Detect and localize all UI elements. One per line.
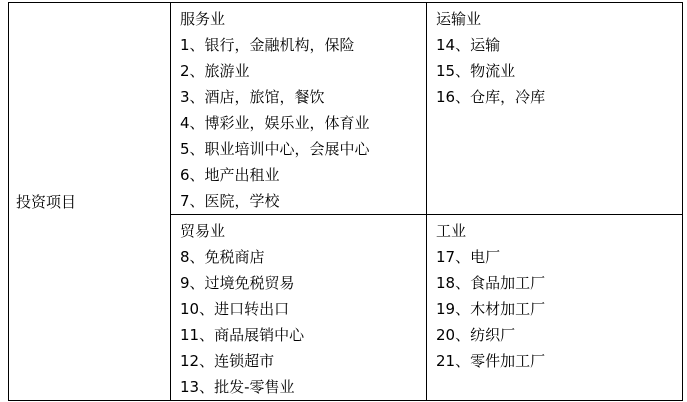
cell-industry — [427, 215, 683, 401]
list-item: 11、商品展销中心 — [180, 326, 305, 344]
list-item: 7、医院，学校 — [180, 192, 280, 210]
list-item: 18、食品加工厂 — [436, 274, 546, 292]
list-item: 3、酒店，旅馆，餐饮 — [180, 88, 325, 106]
row-label: 投资项目 — [16, 193, 77, 211]
cell-heading: 服务业 — [180, 10, 226, 28]
cell-services — [171, 3, 427, 215]
list-item: 1、银行，金融机构，保险 — [180, 36, 355, 54]
row-label-cell — [9, 3, 171, 401]
list-item: 8、免税商店 — [180, 248, 265, 266]
list-item: 17、电厂 — [436, 248, 501, 266]
list-item: 4、博彩业，娱乐业，体育业 — [180, 114, 370, 132]
list-item: 13、批发-零售业 — [180, 378, 295, 396]
list-item: 9、过境免税贸易 — [180, 274, 295, 292]
list-item: 2、旅游业 — [180, 62, 250, 80]
list-item: 12、连锁超市 — [180, 352, 275, 370]
cell-trade — [171, 215, 427, 401]
list-item: 10、进口转出口 — [180, 300, 290, 318]
list-item: 21、零件加工厂 — [436, 352, 546, 370]
cell-transport — [427, 3, 683, 215]
list-item: 14、运输 — [436, 36, 501, 54]
list-item: 16、仓库，冷库 — [436, 88, 546, 106]
cell-heading: 工业 — [436, 222, 467, 240]
investment-table — [8, 2, 683, 401]
list-item: 15、物流业 — [436, 62, 516, 80]
list-item: 6、地产出租业 — [180, 166, 280, 184]
list-item: 19、木材加工厂 — [436, 300, 546, 318]
list-item: 20、纺织厂 — [436, 326, 516, 344]
cell-heading: 贸易业 — [180, 222, 226, 240]
cell-heading: 运输业 — [436, 10, 482, 28]
list-item: 5、职业培训中心，会展中心 — [180, 140, 370, 158]
